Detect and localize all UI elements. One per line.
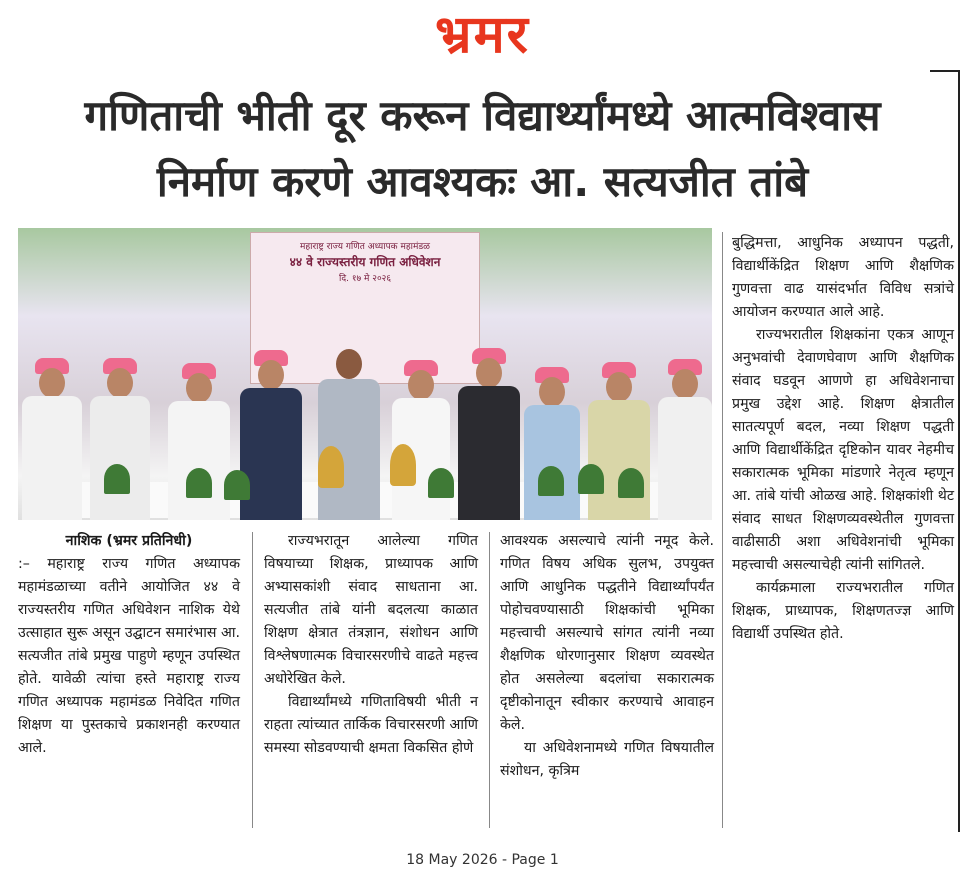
potted-plant — [428, 468, 454, 498]
potted-plant — [618, 468, 644, 498]
potted-plant — [224, 470, 250, 500]
column-divider — [489, 532, 490, 828]
trophy — [318, 446, 344, 488]
potted-plant — [578, 464, 604, 494]
article-column-3 — [500, 530, 714, 783]
article-paragraph: राज्यभरातील शिक्षकांना एकत्र आणून अनुभवांची देवाणघेवाण आणि शैक्षणिक संवाद घडवून आणणे हा अधिवेशनाचा प्रमुख उद्देश आहे. शिक्षण क्षेत्रातील सातत्यपूर्ण बदल, नव्या शिक्षण पद्धती आणि विद्यार्थीकेंद्रित दृष्टिकोन यावर नेहमीच सकारात्मक भूमिका मांडणारे नेतृत्व म्हणून आ. तांबे यांची ओळख आहे. शिक्षकांशी थेट संवाद साधत शिक्षणव्यवस्थेतील गुणवत्ता वाढीसाठी अशा अधिवेशनांची भूमिका महत्त्वाची असल्याचेही त्यांनी सांगितले. — [732, 327, 954, 573]
banner-text-1: महाराष्ट्र राज्य गणित अध्यापक महामंडळ — [300, 242, 430, 252]
headline-line-2: निर्माण करणे आवश्यकः आ. सत्यजीत तांबे — [156, 157, 809, 206]
column-divider — [722, 232, 723, 828]
event-photo — [18, 228, 712, 520]
banner-text-2: ४४ वे राज्यस्तरीय गणित अधिवेशन — [289, 255, 441, 269]
article-column-4 — [732, 232, 954, 646]
headline-line-1: गणिताची भीती दूर करून विद्यार्थ्यांमध्ये आत्मविश्वास — [84, 91, 881, 140]
article-paragraph: आवश्यक असल्याचे त्यांनी नमूद केले. गणित विषय अधिक सुलभ, उपयुक्त आणि आधुनिक पद्धतीने विद्यार्थ्यांपर्यंत पोहोचवण्यासाठी शिक्षकांची भूमिका महत्त्वाची असल्याचे सांगत त्यांनी नव्या शैक्षणिक धोरणानुसार शिक्षण व्यवस्थेत होत असलेल्या बदलांचा सकारात्मक दृष्टीकोनातून स्वीकार करण्याचे आवाहन केले. — [500, 533, 714, 733]
person-figure — [22, 290, 82, 520]
article-column-1 — [18, 530, 240, 760]
masthead-logo: भ्रमर — [435, 5, 530, 65]
potted-plant — [538, 466, 564, 496]
trophy — [390, 444, 416, 486]
article-paragraph: :– महाराष्ट्र राज्य गणित अध्यापक महामंडळाच्या वतीने आयोजित ४४ वे राज्यस्तरीय गणित अधिवेशन नाशिक येथे उत्साहात सुरू असून उद्घाटन समारंभास आ. सत्यजीत तांबे प्रमुख पाहुणे म्हणून उपस्थित होते. यावेळी त्यांचा हस्ते महाराष्ट्र राज्य गणित अध्यापक महामंडळ निवेदित गणित शिक्षण या पुस्तकाचे प्रकाशनही करण्यात आले. — [18, 556, 240, 756]
article-paragraph: राज्यभरातून आलेल्या गणित विषयाच्या शिक्षक, प्राध्यापक आणि अभ्यासकांशी संवाद साधताना आ. सत्यजीत तांबे यांनी बदलत्या काळात शिक्षण क्षेत्रात तंत्रज्ञान, संशोधन आणि विश्लेषणात्मक विचारसरणीचे वाढते महत्त्व अधोरेखित केले. — [264, 533, 478, 687]
potted-plant — [104, 464, 130, 494]
page-footer: 18 May 2026 - Page 1 — [406, 852, 559, 868]
person-figure — [658, 305, 712, 520]
article-column-2 — [264, 530, 478, 760]
banner-text-3: दि. १७ मे २०२६ — [338, 274, 392, 284]
dateline: नाशिक (भ्रमर प्रतिनिधी) — [65, 533, 193, 549]
article-paragraph: विद्यार्थ्यांमध्ये गणिताविषयी भीती न राहता त्यांच्यात तार्किक विचारसरणी आणि समस्या सोडवण्याची क्षमता विकसित होणे — [264, 694, 478, 756]
column-divider — [252, 532, 253, 828]
article-paragraph: या अधिवेशनामध्ये गणित विषयातील संशोधन, कृत्रिम — [500, 740, 714, 779]
frame-rule-top — [930, 70, 960, 72]
person-figure — [458, 298, 520, 520]
article-paragraph: बुद्धिमत्ता, आधुनिक अध्यापन पद्धती, विद्यार्थीकेंद्रित शिक्षण आणि शैक्षणिक गुणवत्ता वाढ यासंदर्भात विविध सत्रांचे आयोजन करण्यात आले आहे. — [732, 235, 954, 320]
potted-plant — [186, 468, 212, 498]
article-paragraph: कार्यक्रमाला राज्यभरातील गणित शिक्षक, प्राध्यापक, शिक्षणतज्ज्ञ आणि विद्यार्थी उपस्थित होते. — [732, 580, 954, 642]
